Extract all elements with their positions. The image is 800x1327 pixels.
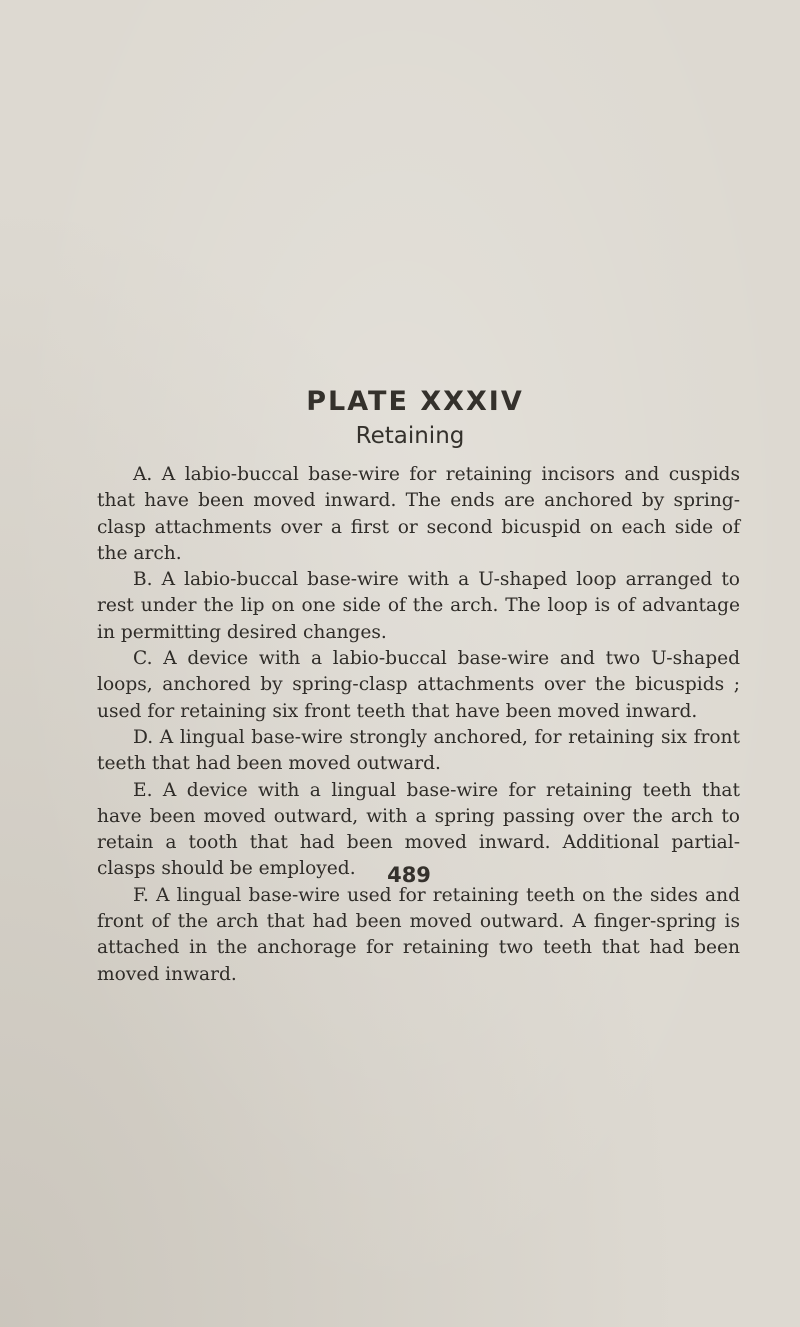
paragraph-b: B. A labio-buccal base-wire with a U-shaped loop arranged to rest under the lip on one side of the arch. The loop is of advantage in permitting desired changes. bbox=[97, 569, 740, 643]
paragraph-a: A. A labio-buccal base-wire for retaining incisors and cuspids that have been moved inward. The ends are anchored by spring-clasp attachments over a first or second bicuspid on each side of the arch. bbox=[97, 464, 740, 564]
paragraph-c: C. A device with a labio-buccal base-wire and two U-shaped loops, anchored by spring-clasp attachments over the bicuspids ; used for retaining six front teeth that have been moved inward. bbox=[97, 648, 740, 722]
plate-title: PLATE XXXIV bbox=[306, 386, 524, 417]
plate-subtitle: Retaining bbox=[355, 423, 465, 449]
paragraph-d: D. A lingual base-wire strongly anchored, for retaining six front teeth that had been moved outward. bbox=[97, 726, 740, 775]
body-text bbox=[97, 462, 740, 988]
paragraph-f: F. A lingual base-wire used for retaining teeth on the sides and front of the arch that had been moved outward. A finger-spring is attached in the anchorage for retaining two teeth that had been moved inward. bbox=[97, 884, 740, 985]
page-number: 489 bbox=[387, 863, 431, 887]
paragraph-e: E. A device with a lingual base-wire for retaining teeth that have been moved outward, with a spring passing over the arch to retain a tooth that had been moved inward. Additional partial-clasps should be employed. bbox=[97, 779, 740, 880]
